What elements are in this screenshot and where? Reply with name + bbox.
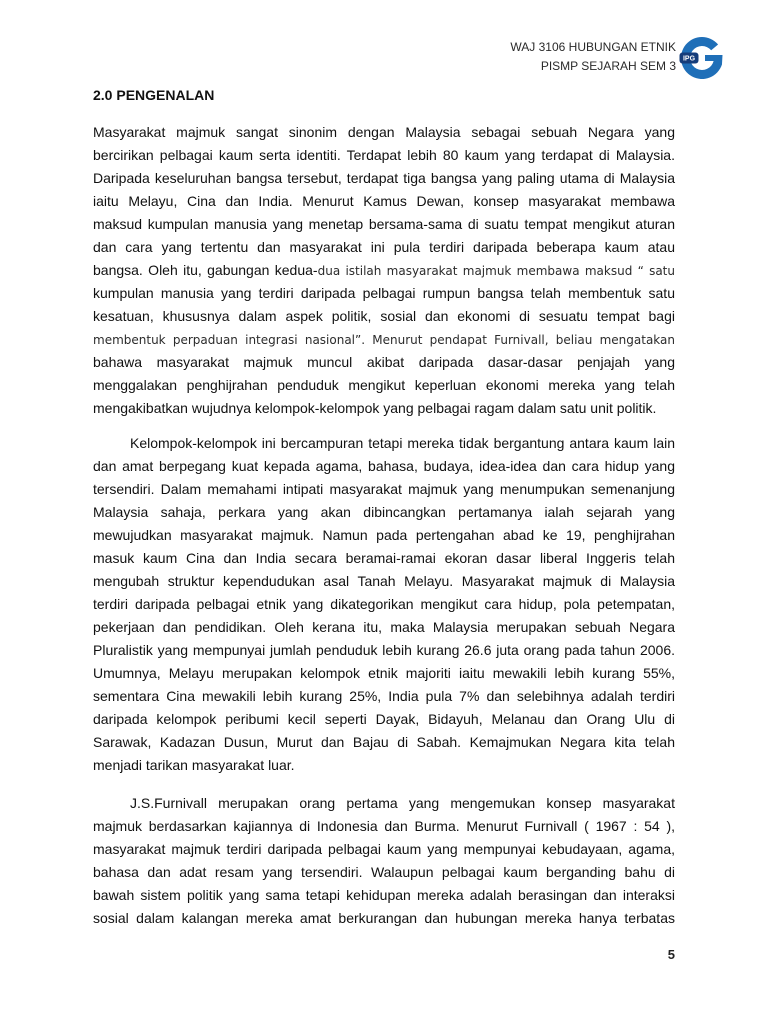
paragraph-line: Malaysia sahaja, perkara yang akan dibincangkan pertamanya ialah sejarah yang (93, 504, 675, 520)
paragraph-line: daripada kelompok peribumi kecil seperti Dayak, Bidayuh, Melanau dan Orang Ulu di (93, 711, 675, 727)
paragraph-line: Kelompok-kelompok ini bercampuran tetapi mereka tidak bergantung antara kaum lain (130, 435, 675, 451)
paragraph-line: Masyarakat majmuk sangat sinonim dengan Malaysia sebagai sebuah Negara yang (93, 124, 675, 140)
page-number: 5 (667, 947, 675, 962)
paragraph-line: Daripada keseluruhan bangsa tersebut, terdapat tiga bangsa yang paling utama di Malaysia (93, 170, 675, 186)
header-course-title: WAJ 3106 HUBUNGAN ETNIK (510, 40, 676, 54)
paragraph-line: menjadi tarikan masyarakat luar. (93, 757, 295, 773)
paragraph-line: kesatuan, khususnya dalam aspek politik, sosial dan ekonomi di sesuatu tempat bagi (93, 308, 675, 324)
paragraph-line: sosial dalam kalangan mereka amat berkurangan dan hubungan mereka hanya terbatas (93, 910, 675, 926)
paragraph-line: masuk kaum Cina dan India secara beramai-ramai ekoran dasar liberal Inggeris telah (93, 550, 675, 566)
paragraph-line: iaitu Melayu, Cina dan India. Menurut Kamus Dewan, konsep masyarakat membawa (93, 193, 675, 209)
paragraph-line: Sarawak, Kadazan Dusun, Murut dan Bajau di Sabah. Kemajmukan Negara kita telah (93, 734, 675, 750)
paragraph-line: tersendiri. Dalam memahami intipati masyarakat majmuk yang menumpukan semenanjung (93, 481, 675, 497)
text-segment-alt-font: membentuk perpaduan integrasi nasional”. Menurut pendapat Furnivall, beliau mengatakan (93, 333, 675, 347)
paragraph-line: sementara Cina mewakili lebih kurang 25%, India pula 7% dan selebihnya adalah terdiri (93, 688, 675, 704)
section-heading: 2.0 PENGENALAN (93, 87, 215, 103)
header-program: PISMP SEJARAH SEM 3 (540, 59, 676, 73)
paragraph (93, 792, 675, 930)
paragraph-line: dan cara yang tertentu dan masyarakat ini pula terdiri daripada beberapa kaum atau (93, 239, 675, 255)
paragraph-line: mengubah struktur kependudukan asal Tanah Melayu. Masyarakat majmuk di Malaysia (93, 573, 675, 589)
paragraph-line: menggalakan penghijrahan penduduk mengikut keperluan ekonomi mereka yang telah (93, 377, 675, 393)
paragraph-line (93, 259, 675, 282)
text-segment-alt-font: dua istilah masyarakat majmuk membawa maksud “ satu (317, 264, 675, 278)
logo-text: IPG (682, 55, 696, 63)
paragraph-line: mewujudkan masyarakat majmuk. Namun pada pertengahan abad ke 19, penghijrahan (93, 527, 675, 543)
paragraph-line: bahawa masyarakat majmuk muncul akibat daripada dasar-dasar penjajah yang (93, 354, 675, 370)
paragraph (93, 432, 675, 777)
paragraph-line: Umumnya, Melayu merupakan kelompok etnik majoriti iaitu mewakili lebih kurang 55%, (93, 665, 675, 681)
paragraph-line: terdiri daripada pelbagai etnik yang dikategorikan mengikut cara hidup, pola petempatan, (93, 596, 675, 612)
paragraph-line: dan amat berpegang kuat kepada agama, bahasa, budaya, idea-idea dan cara hidup yang (93, 458, 675, 474)
text-segment: bangsa. Oleh itu, gabungan kedua- (93, 262, 318, 278)
paragraph-line: Pluralistik yang mempunyai jumlah penduduk lebih kurang 26.6 juta orang pada tahun 2006. (93, 642, 675, 658)
paragraph-line: majmuk berdasarkan kajiannya di Indonesia dan Burma. Menurut Furnivall ( 1967 : 54 ), (93, 818, 675, 834)
paragraph-line: bercirikan pelbagai kaum serta identiti. Terdapat lebih 80 kaum yang terdapat di Malaysia. (93, 147, 675, 163)
paragraph-line: kumpulan manusia yang terdiri daripada pelbagai rumpun bangsa telah membentuk satu (93, 285, 675, 301)
paragraph-line: masyarakat majmuk terdiri daripada pelbagai kaum yang mempunyai kebudayaan, agama, (93, 841, 675, 857)
paragraph-line (93, 328, 675, 351)
ipg-logo-icon (678, 35, 724, 81)
paragraph-line: pekerjaan dan pendidikan. Oleh kerana itu, maka Malaysia merupakan sebuah Negara (93, 619, 675, 635)
paragraph-line: bawah sistem politik yang sama tetapi kehidupan mereka adalah berasingan dan interaksi (93, 887, 675, 903)
paragraph-line: J.S.Furnivall merupakan orang pertama yang mengemukan konsep masyarakat (130, 795, 675, 811)
paragraph-line: mengakibatkan wujudnya kelompok-kelompok yang pelbagai ragam dalam satu unit politik. (93, 400, 657, 416)
paragraph (93, 121, 675, 420)
paragraph-line: bahasa dan adat resam yang tersendiri. Walaupun pelbagai kaum berganding bahu di (93, 864, 675, 880)
paragraph-line: maksud kumpulan manusia yang menetap bersama-sama di suatu tempat mengikut aturan (93, 216, 675, 232)
